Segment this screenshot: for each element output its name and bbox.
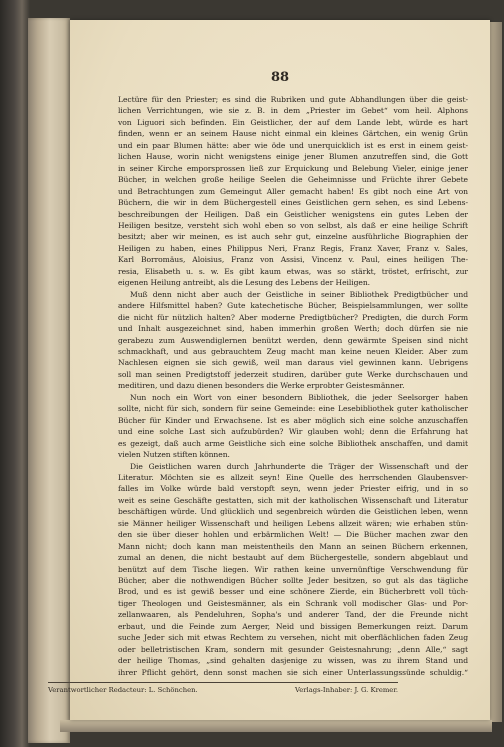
text-line: weit es seine Geschäfte gestatten, sich mit der katholischen Wissenschaft und Literatur — [118, 495, 468, 505]
text-line: Lectüre für den Priester; es sind die Rubriken und gute Abhandlungen über die geist- — [118, 95, 468, 104]
text-line: beschreibungen der Heiligen. Daß ein Geistlicher wenigstens ein gutes Leben der — [118, 209, 468, 219]
page-stack-edge — [60, 720, 492, 732]
text-line: und eine solche Last sich aufzubürden? Wir glauben wohl; denn die Erfahrung hat — [118, 427, 468, 437]
text-line: suche Jeder sich mit etwas Rechtem zu versehen, nicht mit oberflächlichen faden Zeug — [118, 633, 468, 643]
text-line: eigenen Heilung antreibt, als die Lesung des Lebens der Heiligen. — [118, 278, 371, 288]
text-line: Literatur. Möchten sie es allzeit seyn! Eine Quelle des herrschenden Glaubensver- — [118, 472, 468, 482]
text-line: von Liguori sich befinden. Ein Geistlicher, der auf dem Lande lebt, würde es hart — [118, 117, 468, 127]
text-line: es gezeigt, daß auch arme Geistliche sich eine solche Bibliothek anschaffen, und damit — [118, 438, 468, 448]
text-line: resia, Elisabeth u. s. w. Es gibt kaum etwas, was so stärkt, tröstet, erfrischt, zur — [118, 266, 468, 276]
book-binding — [28, 18, 70, 743]
text-line: Brod, und es ist gewiß besser und eine schönere Zierde, ein Bücherbrett voll tüch- — [118, 587, 468, 597]
text-line: schmackhaft, und aus gebrauchtem Zeug macht man keine neuen Kleider. Aber zum — [118, 346, 468, 356]
text-line: Bücher für Kinder und Erwachsene. Ist es aber möglich sich eine solche anzuschaffen — [118, 415, 468, 425]
text-line: oder belletristischen Kram, sondern mit gesunder Geistesnahrung; „denn Alle,“ sagt — [118, 644, 468, 654]
text-line: soll man seinen Predigtstoff jederzeit studiren, darüber gute Werke durchschauen und — [118, 369, 468, 379]
text-line: Nun noch ein Wort von einer besondern Bibliothek, die jeder Seelsorger haben — [130, 392, 468, 402]
text-line: Mann nicht; doch kann man meistentheils den Mann an seinen Büchern erkennen, — [118, 541, 468, 551]
text-line: falles im Volke würde bald verstopft seyn, wenn jeder Priester eifrig, und in so — [118, 484, 468, 494]
text-line: lichen Hause, worin nicht wenigstens einige jener Blumen anzutreffen sind, die Gott — [118, 152, 468, 162]
text-line: Heiligen besitze, versteht sich wohl eben so von selbst, als daß er eine heilige Schrift — [118, 220, 468, 230]
text-line: besitzt; aber wir meinen, es ist auch sehr gut, einzelne ausführliche Biographien der — [118, 232, 468, 242]
text-line: Bücher, aber die nothwendigen Bücher sollte Jeder besitzen, so gut als das tägliche — [118, 576, 468, 586]
text-line: Nachlesen eignen sie sich gewiß, weil man daraus viel gewinnen kann. Uebrigens — [118, 358, 468, 368]
text-line: tiger Theologen und Geistesmänner, als ein Schrank voll modischer Glas- und Por- — [118, 598, 468, 608]
text-line: zumal an denen, die nicht bestaubt auf dem Büchergestelle, sondern abgeblaut und — [118, 553, 468, 563]
editor-credit: Verantwortlicher Redacteur: L. Schönchen. — [48, 686, 198, 694]
text-line: der heilige Thomas, „sind gehalten dasjenige zu wissen, was zu ihrem Stand und — [118, 656, 468, 666]
publisher-credit: Verlags-Inhaber: J. G. Kremer. — [295, 686, 398, 694]
text-line: andere Hilfsmittel haben? Gute katechetische Bücher, Beispielsammlungen, wer sollte — [118, 301, 468, 311]
body-text — [118, 94, 468, 678]
imprint-footer — [48, 686, 398, 694]
text-line: Heiligen zu haben, eines Philippus Neri, Franz Regis, Franz Xaver, Franz v. Sales, — [118, 243, 468, 253]
text-line: lichen Verrichtungen, wie sie z. B. in dem „Priester im Gebet“ vom heil. Alphons — [118, 106, 468, 116]
text-line: finden, wenn er an seinem Hause nicht einmal ein kleines Gärtchen, ein wenig Grün — [118, 129, 468, 139]
page-edge — [490, 22, 502, 722]
text-line: ihrer Pflicht gehört, denn sonst machen sie sich einer Unterlassungssünde schuldig.“ — [118, 667, 468, 677]
text-line: benützt auf dem Tische liegen. Wir rathen keine unvernünftige Verschwendung für — [118, 564, 468, 574]
text-line: in seiner Kirche emporsprossen ließ zur Erquickung und Belebung Vieler, einige jener — [118, 163, 468, 173]
footer-rule — [48, 682, 398, 683]
text-line: sollte, nicht für sich, sondern für seine Gemeinde: eine Lesebibliothek guter katholischer — [118, 404, 468, 414]
text-line: die nicht für nützlich halten? Aber moderne Predigtbücher? Predigten, die durch Form — [118, 312, 468, 322]
text-line: Die Geistlichen waren durch Jahrhunderte die Träger der Wissenschaft und der — [130, 461, 468, 471]
book-page — [70, 20, 490, 720]
text-line: zellanwaaren, als Pendeluhren, Sopha's und anderer Tand, der die Freunde nicht — [118, 610, 468, 620]
text-line: meditiren, und dazu dienen besonders die Werke erprobter Geistesmänner. — [118, 381, 405, 391]
text-line: Büchern, die wir in dem Büchergestell eines Geistlichen gern sehen, es sind Lebens- — [118, 198, 468, 208]
page-number: 88 — [270, 70, 290, 85]
text-line: gerabezu zum Auswendiglernen benützt werden, denn gewärmte Speisen sind nicht — [118, 335, 468, 345]
text-line: Karl Borromäus, Aloisius, Franz von Assisi, Vincenz v. Paul, eines heiligen The- — [118, 255, 468, 265]
text-line: und Inhalt ausgezeichnet sind, haben immerhin großen Werth; doch dürfen sie nie — [118, 324, 468, 334]
text-line: sie Männer heiliger Wissenschaft und heiligen Lebens allzeit wären; wie erhaben stün- — [118, 518, 468, 528]
text-line: und Betrachtungen zum Gemeingut Aller gemacht haben! Es gibt noch eine Art von — [118, 186, 468, 196]
text-line: beschäftigen würde. Und glücklich und segenbreich würden die Geistlichen leben, wenn — [118, 507, 468, 517]
text-line: Muß denn nicht aber auch der Geistliche in seiner Bibliothek Predigtbücher und — [130, 289, 468, 299]
text-line: vielen Nutzen stiften können. — [118, 450, 230, 460]
text-line: und ein paar Blumen hätte: aber wie öde und unerquicklich ist es erst in einem geist- — [118, 140, 468, 150]
text-line: den sie über dieser hohlen und erbärmlichen Welt! — Die Bücher machen zwar den — [118, 530, 468, 540]
text-line: Bücher, in welchen große heilige Seelen die Geheimnisse und Früchte ihrer Gebete — [118, 175, 468, 185]
text-line: erbaut, und die Feinde zum Aerger, Neid und bissigen Bemerkungen reizt. Darum — [118, 621, 468, 631]
